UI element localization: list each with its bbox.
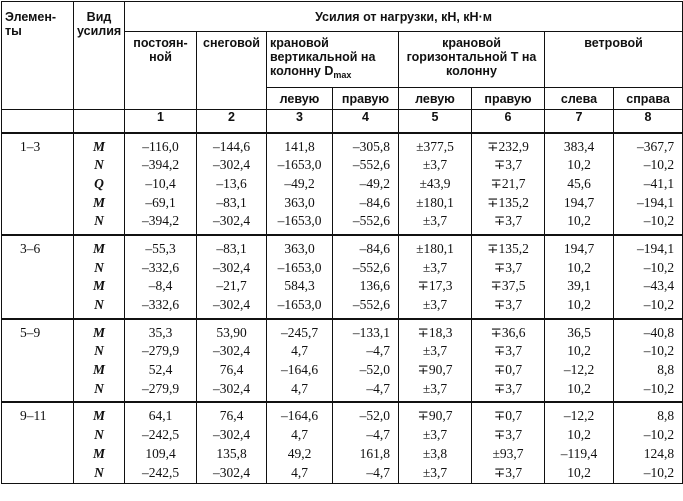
- table-row: [2, 260, 683, 279]
- column-number: 6: [472, 110, 545, 133]
- table-header: [2, 2, 683, 133]
- value-cell: –302,4: [197, 381, 267, 403]
- element-cell: [2, 465, 74, 484]
- value-cell: ∓90,7: [399, 402, 472, 427]
- value-cell: –12,2: [545, 402, 614, 427]
- element-cell: 9–11: [2, 402, 74, 427]
- value-cell: –302,4: [197, 297, 267, 319]
- table-row: [2, 343, 683, 362]
- table-row: [2, 402, 683, 427]
- column-number: 7: [545, 110, 614, 133]
- value-cell: –8,4: [125, 278, 197, 297]
- value-cell: 4,7: [267, 343, 333, 362]
- value-cell: –305,8: [333, 133, 399, 158]
- force-type-cell: N: [74, 427, 125, 446]
- value-cell: 76,4: [197, 402, 267, 427]
- element-cell: 1–3: [2, 133, 74, 158]
- table-row: [2, 297, 683, 319]
- value-cell: ∓21,7: [472, 176, 545, 195]
- value-cell: –12,2: [545, 362, 614, 381]
- force-type-cell: N: [74, 297, 125, 319]
- value-cell: ∓3,7: [472, 427, 545, 446]
- value-cell: ∓3,7: [472, 213, 545, 235]
- value-cell: 10,2: [545, 427, 614, 446]
- value-cell: –49,2: [267, 176, 333, 195]
- value-cell: 109,4: [125, 446, 197, 465]
- value-cell: –194,1: [614, 195, 683, 214]
- force-type-cell: M: [74, 362, 125, 381]
- header-crane-vertical: [267, 32, 399, 88]
- value-cell: –4,7: [333, 427, 399, 446]
- value-cell: –302,4: [197, 465, 267, 484]
- value-cell: –302,4: [197, 343, 267, 362]
- value-cell: ∓18,3: [399, 319, 472, 344]
- value-cell: 135,8: [197, 446, 267, 465]
- table-row: [2, 213, 683, 235]
- value-cell: –394,2: [125, 157, 197, 176]
- value-cell: –83,1: [197, 195, 267, 214]
- value-cell: –552,6: [333, 297, 399, 319]
- value-cell: 8,8: [614, 402, 683, 427]
- value-cell: ±3,7: [399, 157, 472, 176]
- value-cell: ∓3,7: [472, 343, 545, 362]
- value-cell: 45,6: [545, 176, 614, 195]
- value-cell: –55,3: [125, 235, 197, 260]
- element-cell: [2, 157, 74, 176]
- table-row: [2, 176, 683, 195]
- element-cell: [2, 362, 74, 381]
- force-type-cell: M: [74, 133, 125, 158]
- value-cell: –43,4: [614, 278, 683, 297]
- table-row: [2, 235, 683, 260]
- value-cell: –1653,0: [267, 157, 333, 176]
- value-cell: –279,9: [125, 381, 197, 403]
- value-cell: 35,3: [125, 319, 197, 344]
- value-cell: ∓90,7: [399, 362, 472, 381]
- value-cell: 10,2: [545, 381, 614, 403]
- column-number: 5: [399, 110, 472, 133]
- value-cell: ±377,5: [399, 133, 472, 158]
- value-cell: –84,6: [333, 195, 399, 214]
- value-cell: –119,4: [545, 446, 614, 465]
- value-cell: 10,2: [545, 157, 614, 176]
- value-cell: ±3,7: [399, 213, 472, 235]
- value-cell: 194,7: [545, 235, 614, 260]
- value-cell: –552,6: [333, 213, 399, 235]
- element-cell: [2, 176, 74, 195]
- force-type-cell: N: [74, 381, 125, 403]
- value-cell: –4,7: [333, 465, 399, 484]
- table-body: [2, 133, 683, 484]
- header-permanent: постоян-ной: [125, 32, 197, 110]
- column-number-row: [2, 110, 683, 133]
- value-cell: –1653,0: [267, 260, 333, 279]
- value-cell: 383,4: [545, 133, 614, 158]
- value-cell: 363,0: [267, 195, 333, 214]
- column-number-blank: [2, 110, 74, 133]
- forces-table: [1, 1, 683, 484]
- value-cell: ∓135,2: [472, 195, 545, 214]
- force-type-cell: N: [74, 213, 125, 235]
- header-force-type: Вид усилия: [74, 2, 125, 110]
- forces-table-sheet: [1, 1, 682, 500]
- table-row: [2, 381, 683, 403]
- value-cell: –13,6: [197, 176, 267, 195]
- value-cell: –332,6: [125, 297, 197, 319]
- value-cell: ±3,7: [399, 381, 472, 403]
- value-cell: ∓37,5: [472, 278, 545, 297]
- value-cell: –302,4: [197, 427, 267, 446]
- value-cell: 10,2: [545, 213, 614, 235]
- force-type-cell: M: [74, 402, 125, 427]
- table-row: [2, 465, 683, 484]
- header-crane-vertical-text: крановой вертикальной на колонну D: [270, 36, 376, 78]
- value-cell: 10,2: [545, 297, 614, 319]
- value-cell: ∓3,7: [472, 297, 545, 319]
- value-cell: –164,6: [267, 402, 333, 427]
- value-cell: –367,7: [614, 133, 683, 158]
- force-type-cell: N: [74, 343, 125, 362]
- value-cell: –116,0: [125, 133, 197, 158]
- value-cell: 52,4: [125, 362, 197, 381]
- value-cell: 36,5: [545, 319, 614, 344]
- element-cell: [2, 297, 74, 319]
- value-cell: –4,7: [333, 381, 399, 403]
- element-cell: [2, 381, 74, 403]
- value-cell: ±3,7: [399, 297, 472, 319]
- column-number: 4: [333, 110, 399, 133]
- value-cell: –10,2: [614, 465, 683, 484]
- value-cell: –194,1: [614, 235, 683, 260]
- table-row: [2, 446, 683, 465]
- value-cell: 4,7: [267, 381, 333, 403]
- value-cell: ±43,9: [399, 176, 472, 195]
- element-cell: [2, 195, 74, 214]
- value-cell: ∓0,7: [472, 362, 545, 381]
- column-number: 2: [197, 110, 267, 133]
- column-number-blank: [74, 110, 125, 133]
- value-cell: ∓3,7: [472, 381, 545, 403]
- value-cell: –1653,0: [267, 297, 333, 319]
- column-number: 8: [614, 110, 683, 133]
- force-type-cell: M: [74, 195, 125, 214]
- value-cell: –41,1: [614, 176, 683, 195]
- force-type-cell: N: [74, 465, 125, 484]
- header-crane-h-right: правую: [472, 88, 545, 110]
- value-cell: ∓3,7: [472, 157, 545, 176]
- value-cell: –49,2: [333, 176, 399, 195]
- value-cell: 39,1: [545, 278, 614, 297]
- value-cell: 141,8: [267, 133, 333, 158]
- value-cell: ±3,7: [399, 465, 472, 484]
- value-cell: –10,2: [614, 427, 683, 446]
- value-cell: –4,7: [333, 343, 399, 362]
- value-cell: 584,3: [267, 278, 333, 297]
- value-cell: –10,2: [614, 343, 683, 362]
- header-wind: ветровой: [545, 32, 683, 88]
- value-cell: ±180,1: [399, 235, 472, 260]
- value-cell: –10,2: [614, 157, 683, 176]
- value-cell: 4,7: [267, 465, 333, 484]
- header-wind-right: справа: [614, 88, 683, 110]
- column-number: 3: [267, 110, 333, 133]
- value-cell: –332,6: [125, 260, 197, 279]
- value-cell: ±3,7: [399, 343, 472, 362]
- value-cell: ±3,7: [399, 260, 472, 279]
- value-cell: –133,1: [333, 319, 399, 344]
- element-cell: [2, 343, 74, 362]
- table-row: [2, 157, 683, 176]
- value-cell: ±3,8: [399, 446, 472, 465]
- table-row: [2, 319, 683, 344]
- value-cell: ∓232,9: [472, 133, 545, 158]
- value-cell: –242,5: [125, 465, 197, 484]
- value-cell: 10,2: [545, 343, 614, 362]
- value-cell: –69,1: [125, 195, 197, 214]
- force-type-cell: M: [74, 319, 125, 344]
- value-cell: –144,6: [197, 133, 267, 158]
- value-cell: –21,7: [197, 278, 267, 297]
- value-cell: 53,90: [197, 319, 267, 344]
- element-cell: 3–6: [2, 235, 74, 260]
- header-title: Усилия от нагрузки, кН, кН·м: [125, 2, 683, 32]
- value-cell: ∓3,7: [472, 260, 545, 279]
- header-wind-left: слева: [545, 88, 614, 110]
- value-cell: 76,4: [197, 362, 267, 381]
- header-elements: Элемен-ты: [2, 2, 74, 110]
- element-cell: [2, 427, 74, 446]
- value-cell: 10,2: [545, 465, 614, 484]
- value-cell: –52,0: [333, 362, 399, 381]
- value-cell: ±180,1: [399, 195, 472, 214]
- value-cell: ±3,7: [399, 427, 472, 446]
- value-cell: –552,6: [333, 157, 399, 176]
- value-cell: 4,7: [267, 427, 333, 446]
- value-cell: 161,8: [333, 446, 399, 465]
- value-cell: ∓17,3: [399, 278, 472, 297]
- value-cell: –164,6: [267, 362, 333, 381]
- value-cell: 10,2: [545, 260, 614, 279]
- force-type-cell: Q: [74, 176, 125, 195]
- value-cell: –40,8: [614, 319, 683, 344]
- table-row: [2, 133, 683, 158]
- value-cell: –245,7: [267, 319, 333, 344]
- value-cell: ∓36,6: [472, 319, 545, 344]
- table-row: [2, 278, 683, 297]
- value-cell: 8,8: [614, 362, 683, 381]
- force-type-cell: M: [74, 446, 125, 465]
- element-cell: [2, 278, 74, 297]
- value-cell: 194,7: [545, 195, 614, 214]
- value-cell: –10,2: [614, 213, 683, 235]
- header-crane-v-left: левую: [267, 88, 333, 110]
- value-cell: –10,4: [125, 176, 197, 195]
- column-number: 1: [125, 110, 197, 133]
- value-cell: –52,0: [333, 402, 399, 427]
- element-cell: [2, 446, 74, 465]
- value-cell: –552,6: [333, 260, 399, 279]
- value-cell: –302,4: [197, 213, 267, 235]
- value-cell: 64,1: [125, 402, 197, 427]
- table-row: [2, 427, 683, 446]
- value-cell: –10,2: [614, 381, 683, 403]
- value-cell: –302,4: [197, 157, 267, 176]
- element-cell: [2, 260, 74, 279]
- header-crane-horizontal: крановой горизонтальной T на колонну: [399, 32, 545, 88]
- value-cell: –84,6: [333, 235, 399, 260]
- value-cell: 49,2: [267, 446, 333, 465]
- force-type-cell: N: [74, 260, 125, 279]
- value-cell: –394,2: [125, 213, 197, 235]
- header-snow: снеговой: [197, 32, 267, 110]
- force-type-cell: N: [74, 157, 125, 176]
- header-crane-vertical-sub: max: [333, 70, 352, 80]
- value-cell: ∓0,7: [472, 402, 545, 427]
- value-cell: –279,9: [125, 343, 197, 362]
- value-cell: –10,2: [614, 297, 683, 319]
- element-cell: 5–9: [2, 319, 74, 344]
- table-row: [2, 195, 683, 214]
- header-crane-v-right: правую: [333, 88, 399, 110]
- element-cell: [2, 213, 74, 235]
- value-cell: –302,4: [197, 260, 267, 279]
- value-cell: ±93,7: [472, 446, 545, 465]
- value-cell: 124,8: [614, 446, 683, 465]
- value-cell: ∓135,2: [472, 235, 545, 260]
- force-type-cell: M: [74, 278, 125, 297]
- force-type-cell: M: [74, 235, 125, 260]
- value-cell: 363,0: [267, 235, 333, 260]
- table-row: [2, 362, 683, 381]
- value-cell: –83,1: [197, 235, 267, 260]
- header-crane-h-left: левую: [399, 88, 472, 110]
- value-cell: 136,6: [333, 278, 399, 297]
- value-cell: –242,5: [125, 427, 197, 446]
- value-cell: –10,2: [614, 260, 683, 279]
- value-cell: ∓3,7: [472, 465, 545, 484]
- value-cell: –1653,0: [267, 213, 333, 235]
